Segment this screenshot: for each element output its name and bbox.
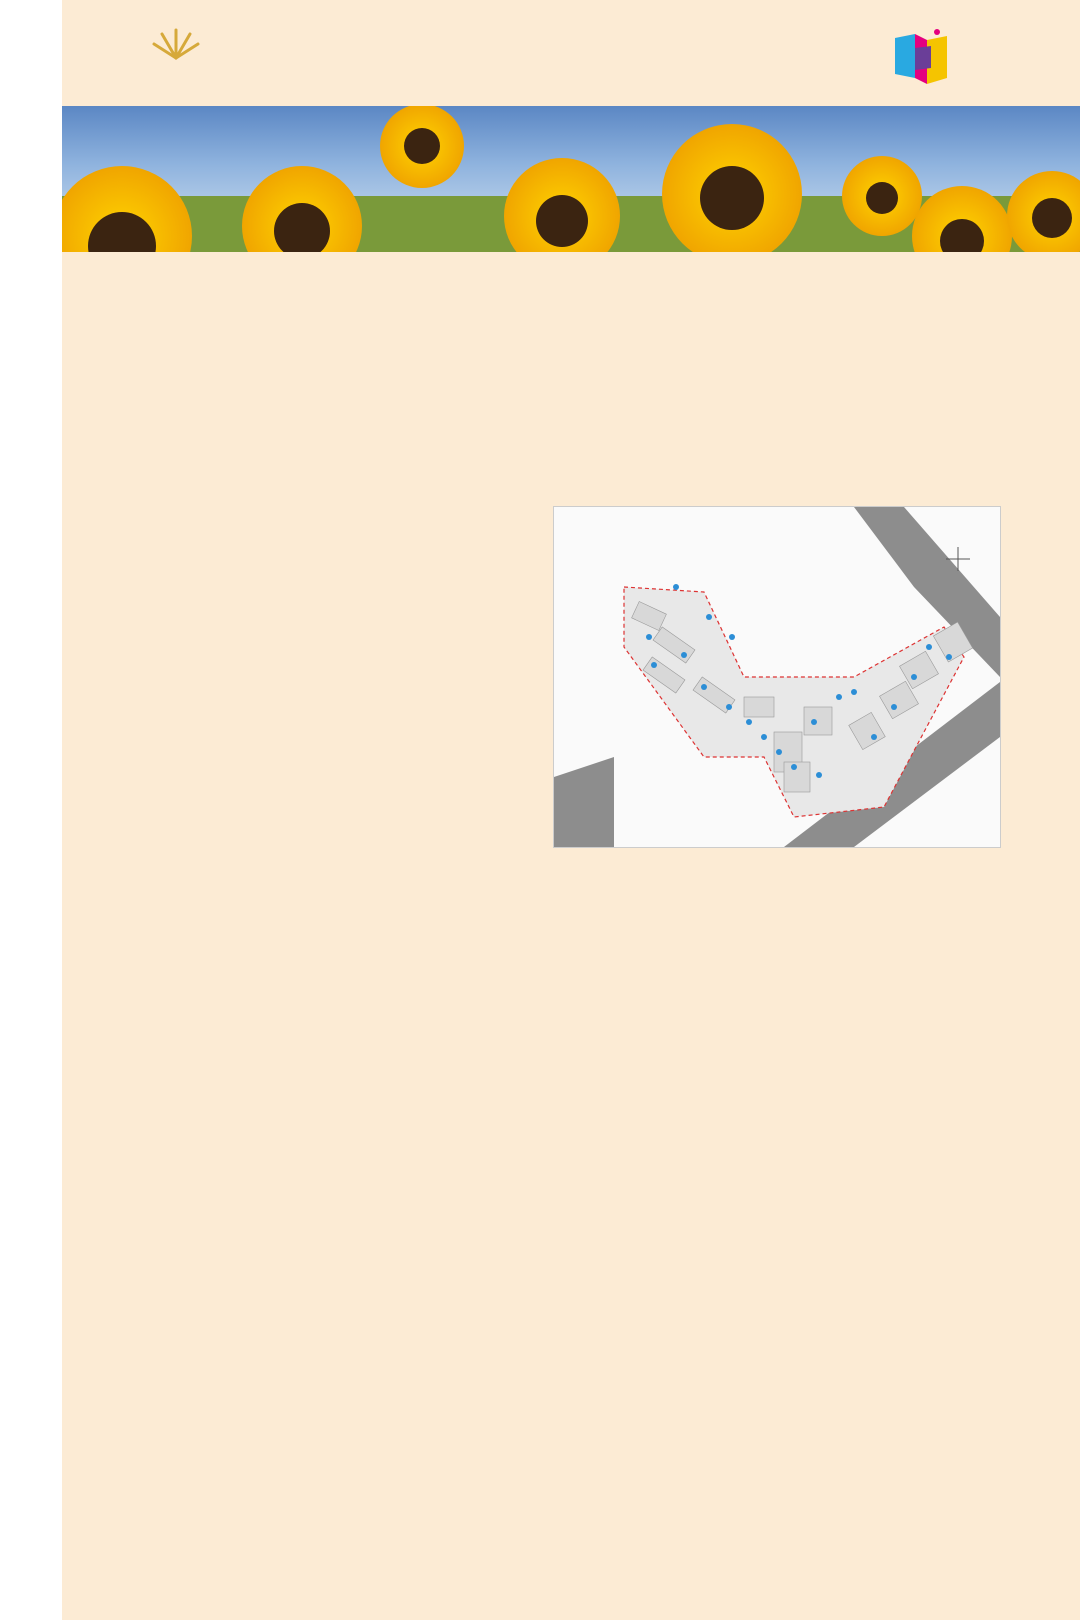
future-square-mark-icon (893, 28, 949, 86)
sunburst-icon (150, 24, 202, 64)
sunflower-image (62, 106, 1080, 252)
site-plan-drawing (554, 507, 1000, 847)
sunflower-banner (62, 106, 1080, 252)
site-plan-map (553, 506, 1001, 848)
future-square-logo (893, 22, 1043, 92)
sunshine-logo (98, 24, 258, 94)
